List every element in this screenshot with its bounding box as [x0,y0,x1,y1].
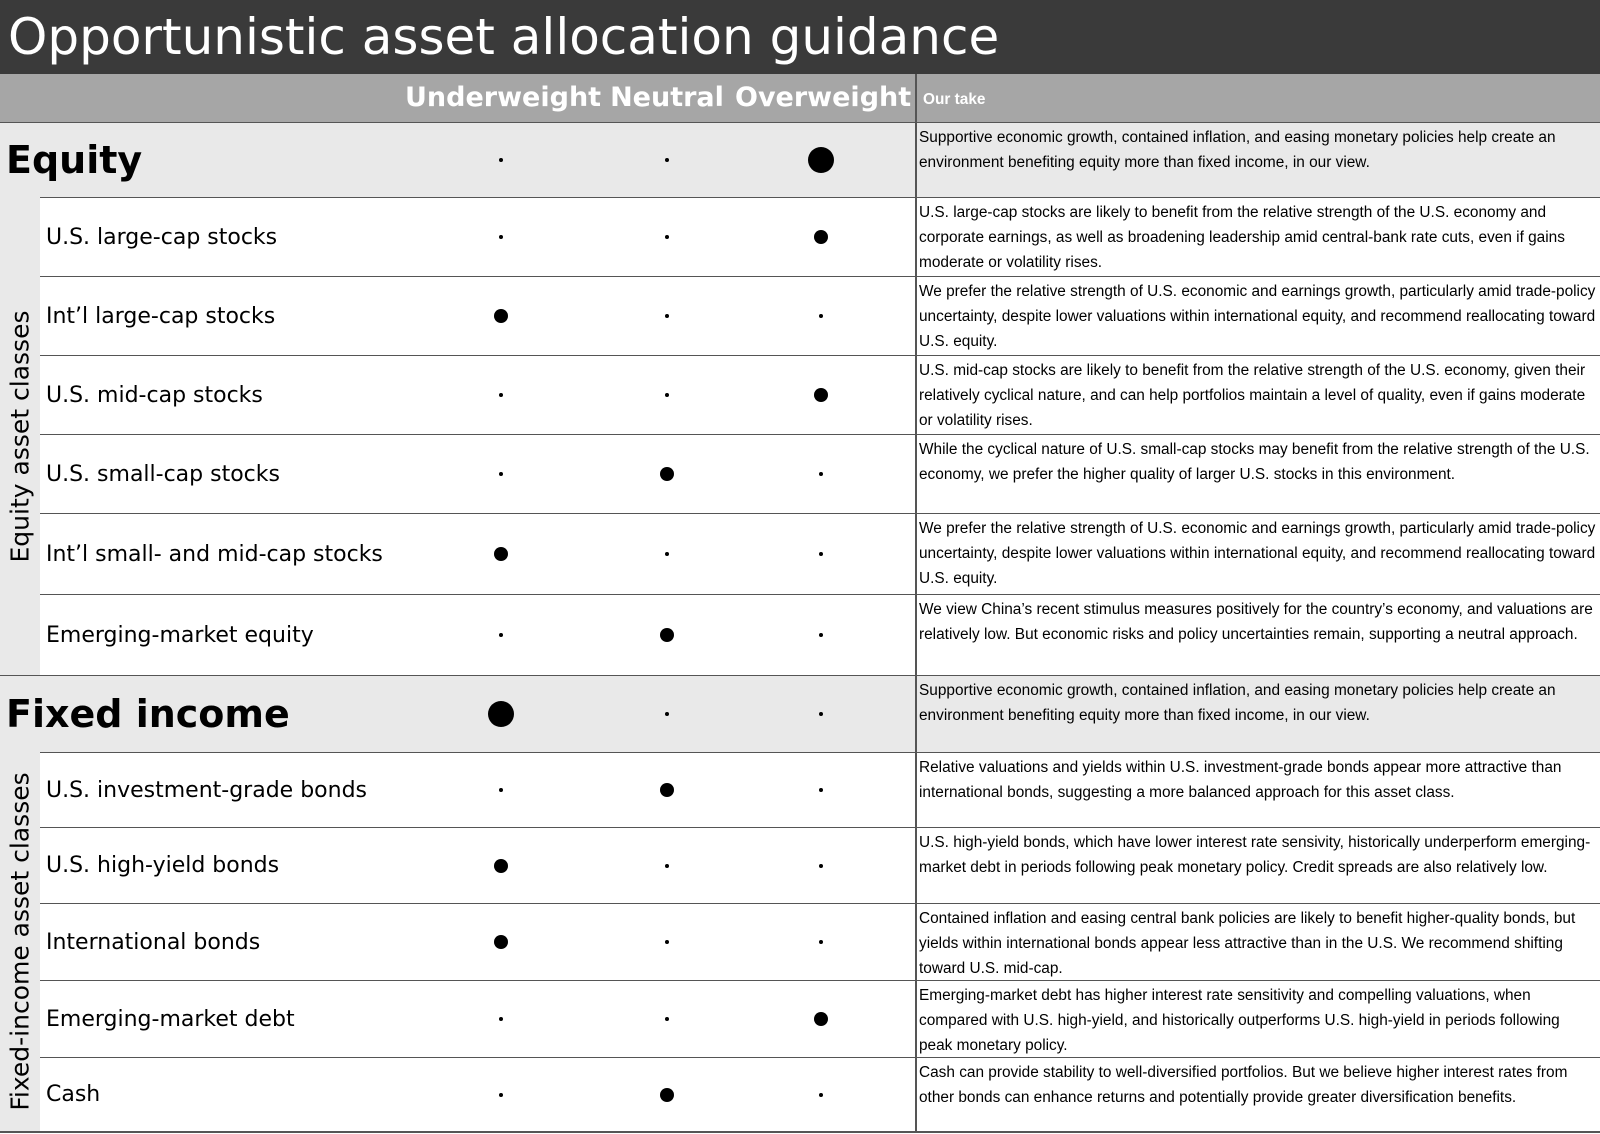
table-row [0,276,1600,355]
table-row [0,355,1600,434]
selected-position-dot [814,388,828,402]
asset-class-label: Fixed income [6,692,290,736]
selected-position-dot [488,701,514,727]
underweight-cell [461,676,541,752]
empty-position-dot [499,633,503,637]
header-overweight: Overweight [735,82,912,113]
overweight-cell [781,595,861,675]
empty-position-dot [499,788,503,792]
neutral-cell [627,514,707,594]
neutral-cell [627,828,707,903]
neutral-cell [627,753,707,827]
asset-class-label: Emerging-market equity [46,622,314,648]
fixed-income-asset-classes-side-label: Fixed-income asset classes [0,752,40,1131]
group-row [0,675,1600,752]
header-neutral: Neutral [610,82,724,113]
asset-class-label: Equity [6,138,143,182]
empty-position-dot [499,235,503,239]
empty-position-dot [819,633,823,637]
empty-position-dot [665,393,669,397]
overweight-cell [781,198,861,276]
table-row [0,827,1600,903]
empty-position-dot [665,235,669,239]
underweight-cell [461,198,541,276]
empty-position-dot [665,940,669,944]
empty-position-dot [499,1093,503,1097]
empty-position-dot [665,552,669,556]
column-header-bar [0,74,1600,122]
table-row [0,1057,1600,1131]
table-bottom-border [0,1131,1600,1133]
our-take-text: Supportive economic growth, contained inflation, and easing monetary policies help create an environment benefiting equity more than fixed income, in our view. [919,682,1556,724]
our-take-text: Relative valuations and yields within U.S. investment-grade bonds appear more attractive than international bonds, suggesting a more balanced approach for this asset class. [919,759,1562,801]
underweight-cell [461,828,541,903]
overweight-cell [781,514,861,594]
underweight-cell [461,435,541,513]
asset-class-label: Int’l large-cap stocks [46,303,276,329]
equity-asset-classes-side-label: Equity asset classes [0,197,40,675]
asset-class-label: U.S. high-yield bonds [46,853,280,878]
page-title: Opportunistic asset allocation guidance [0,0,1600,74]
underweight-cell [461,753,541,827]
header-our-take: Our take [923,91,986,108]
selected-position-dot [814,230,828,244]
table-row [0,903,1600,980]
underweight-cell [461,514,541,594]
our-take-text: Emerging-market debt has higher interest rate sensitivity and compelling valuations, when compared with U.S. high-yield, and historically outperforms U.S. high-yield in periods following peak monetary policy. [919,987,1560,1054]
underweight-cell [461,1058,541,1131]
column-divider [915,74,917,1132]
empty-position-dot [819,712,823,716]
overweight-cell [781,277,861,355]
empty-position-dot [819,1093,823,1097]
table-row [0,594,1600,675]
overweight-cell [781,676,861,752]
empty-position-dot [819,472,823,476]
neutral-cell [627,981,707,1057]
selected-position-dot [494,859,508,873]
neutral-cell [627,198,707,276]
neutral-cell [627,1058,707,1131]
our-take-text: We view China’s recent stimulus measures positively for the country’s economy, and valuations are relatively low. But economic risks and policy uncertainties remain, supporting a neutral approach. [919,601,1593,643]
overweight-cell [781,1058,861,1131]
asset-class-label: Cash [46,1082,101,1107]
neutral-cell [627,356,707,434]
overweight-cell [781,753,861,827]
empty-position-dot [665,314,669,318]
selected-position-dot [494,309,508,323]
header-underweight: Underweight [405,82,602,113]
neutral-cell [627,595,707,675]
selected-position-dot [660,628,674,642]
our-take-text: Contained inflation and easing central bank policies are likely to benefit higher-quality bonds, but yields within international bonds appear less attractive than in the U.S. We recommend shifting toward U.S. mid-cap. [919,910,1576,977]
empty-position-dot [819,788,823,792]
our-take-text: While the cyclical nature of U.S. small-cap stocks may benefit from the relative strength of the U.S. economy, we prefer the higher quality of larger U.S. stocks in this environment. [919,441,1590,483]
table-row [0,513,1600,594]
our-take-text: We prefer the relative strength of U.S. economic and earnings growth, particularly amid trade-policy uncertainty, despite lower valuations within international equity, and recommend reallocating toward U.S. equity. [919,520,1596,587]
selected-position-dot [494,547,508,561]
neutral-cell [627,277,707,355]
our-take-text: Cash can provide stability to well-diversified portfolios. But we believe higher interest rates from other bonds can enhance returns and potentially provide greater diversification benefits. [919,1064,1568,1106]
underweight-cell [461,904,541,980]
neutral-cell [627,904,707,980]
empty-position-dot [819,864,823,868]
our-take-text: Supportive economic growth, contained inflation, and easing monetary policies help create an environment benefiting equity more than fixed income, in our view. [919,129,1556,171]
empty-position-dot [665,158,669,162]
asset-class-label: U.S. mid-cap stocks [46,382,263,408]
empty-position-dot [499,393,503,397]
empty-position-dot [499,472,503,476]
our-take-text: U.S. high-yield bonds, which have lower interest rate sensivity, historically underperform emerging-market debt in periods following peak monetary policy. Credit spreads are also relatively low. [919,834,1591,876]
empty-position-dot [499,158,503,162]
empty-position-dot [665,1017,669,1021]
underweight-cell [461,595,541,675]
selected-position-dot [660,783,674,797]
our-take-text: U.S. large-cap stocks are likely to benefit from the relative strength of the U.S. economy and corporate earnings, as well as broadening leadership amid central-bank rate cuts, even if gains moderate or volatility rises. [919,204,1565,271]
table-row [0,434,1600,513]
our-take-text: We prefer the relative strength of U.S. economic and earnings growth, particularly amid trade-policy uncertainty, despite lower valuations within international equity, and recommend reallocating toward U.S. equity. [919,283,1596,350]
empty-position-dot [819,552,823,556]
empty-position-dot [665,864,669,868]
neutral-cell [627,123,707,197]
empty-position-dot [499,1017,503,1021]
empty-position-dot [819,314,823,318]
table-row [0,197,1600,276]
selected-position-dot [660,1088,674,1102]
overweight-cell [781,356,861,434]
selected-position-dot [814,1012,828,1026]
underweight-cell [461,123,541,197]
underweight-cell [461,356,541,434]
overweight-cell [781,435,861,513]
group-row [0,122,1600,197]
selected-position-dot [494,935,508,949]
neutral-cell [627,435,707,513]
underweight-cell [461,981,541,1057]
overweight-cell [781,981,861,1057]
empty-position-dot [665,712,669,716]
overweight-cell [781,828,861,903]
overweight-cell [781,904,861,980]
table-row [0,980,1600,1057]
selected-position-dot [808,147,834,173]
our-take-text: U.S. mid-cap stocks are likely to benefit from the relative strength of the U.S. economy, given their relatively cyclical nature, and can help portfolios maintain a level of quality, even if gains moderate or volatility rises. [919,362,1586,429]
asset-class-label: U.S. small-cap stocks [46,461,280,487]
empty-position-dot [819,940,823,944]
asset-class-label: Int’l small- and mid-cap stocks [46,541,383,567]
neutral-cell [627,676,707,752]
asset-class-label: U.S. large-cap stocks [46,224,278,250]
table-row [0,752,1600,827]
asset-class-label: U.S. investment-grade bonds [46,777,367,803]
overweight-cell [781,123,861,197]
selected-position-dot [660,467,674,481]
asset-class-label: International bonds [46,929,261,955]
asset-class-label: Emerging-market debt [46,1006,295,1032]
underweight-cell [461,277,541,355]
